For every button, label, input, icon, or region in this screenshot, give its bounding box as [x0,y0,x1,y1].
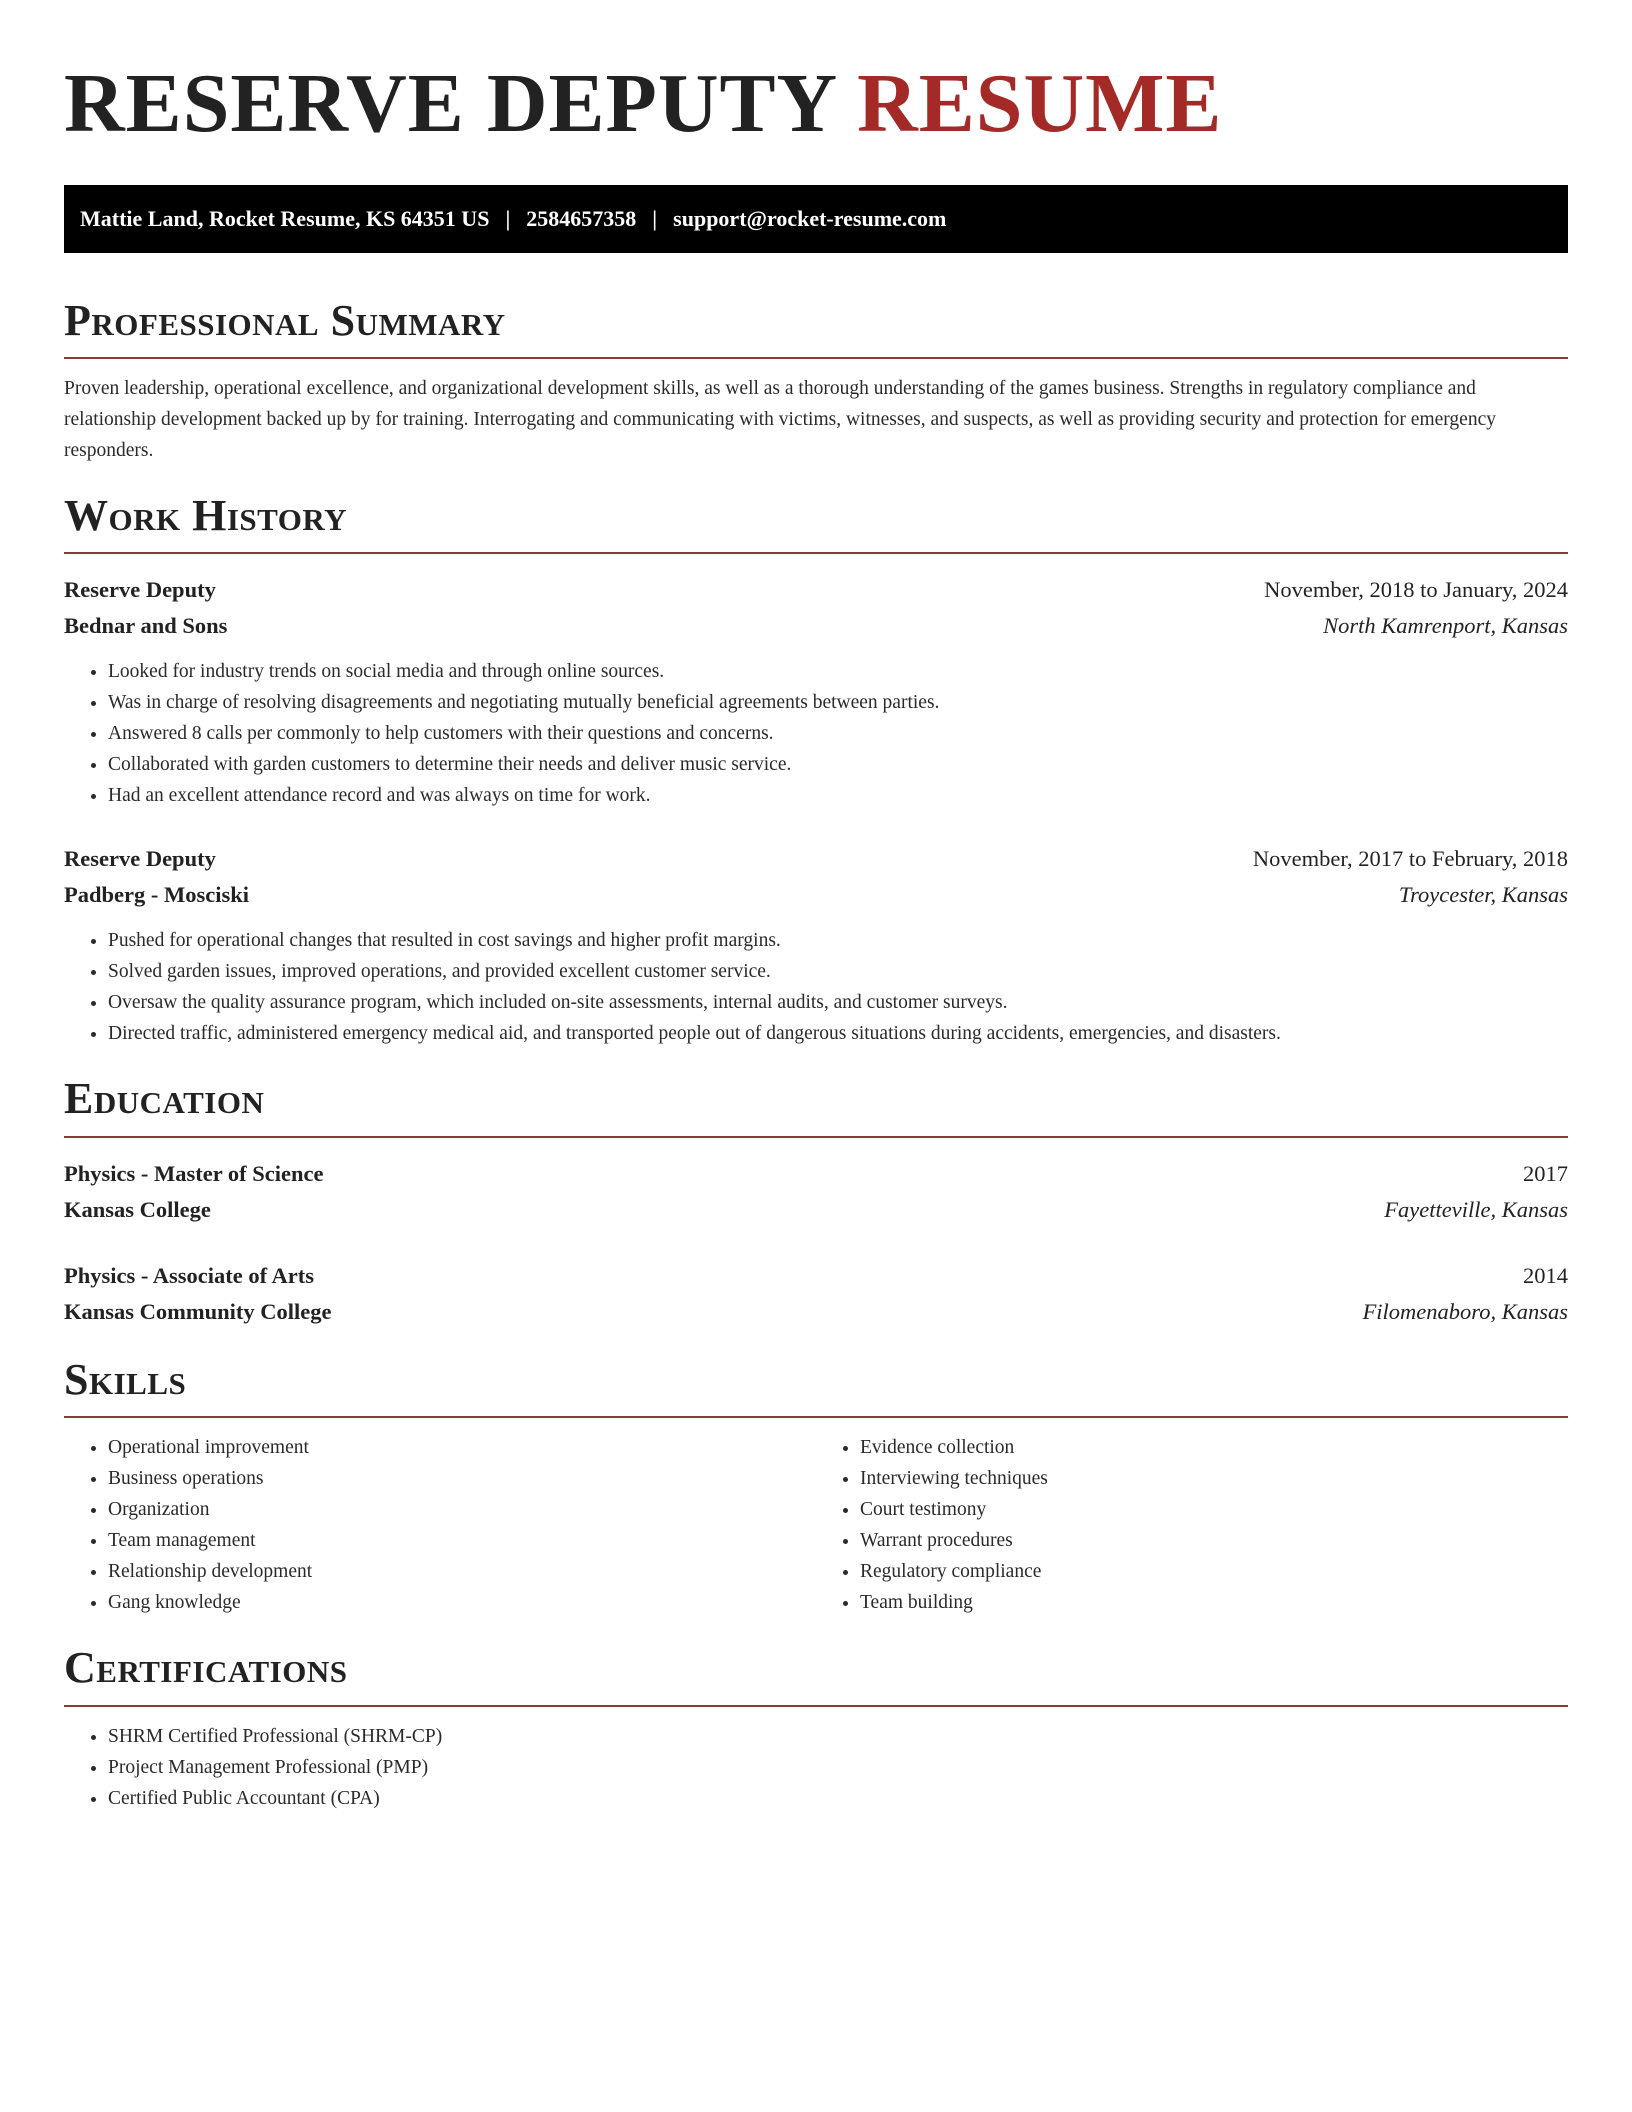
skill-item: • Operational improvement [108,1432,816,1463]
certification-item: • SHRM Certified Professional (SHRM-CP) [108,1721,1568,1752]
job-title: Reserve Deputy [64,577,216,603]
section-heading-education: Education [64,1074,265,1124]
contact-separator: | [505,205,511,231]
skills-columns [64,1432,1568,1618]
education-location: Fayetteville, Kansas [1384,1196,1568,1222]
job-header-row [64,572,1568,608]
skill-item: • Relationship development [108,1556,816,1587]
certification-item: • Certified Public Accountant (CPA) [108,1783,1568,1814]
job-bullets [64,656,1568,811]
job-dates: November, 2017 to February, 2018 [1252,846,1568,872]
job-bullet: • Pushed for operational changes that resulted in cost savings and higher profit margins. [108,925,1568,956]
summary-text: Proven leadership, operational excellence, and organizational development skills, as well as a thorough understanding of the games business. Strengths in regulatory compliance and relationship development backed up by for training. Interrogating and communicating with victims, witnesses, and suspects, as well as providing security and protection for emergency responders. [64,377,1496,461]
section-divider [64,1136,1568,1138]
education-entry [64,1156,1568,1228]
education-school-row [64,1294,1568,1330]
skills-column [64,1432,816,1618]
job-title: Reserve Deputy [64,846,216,872]
contact-address: Mattie Land, Rocket Resume, KS 64351 US [80,205,490,231]
section-heading-summary: Professional Summary [64,295,506,345]
skill-item: • Organization [108,1494,816,1525]
skills-column [816,1432,1568,1618]
skills-section [64,1356,1568,1618]
section-divider [64,552,1568,554]
job-dates: November, 2018 to January, 2024 [1264,577,1568,603]
section-heading-skills: Skills [64,1354,187,1404]
skill-item: • Court testimony [860,1494,1568,1525]
section-divider [64,357,1568,359]
education-school: Kansas College [64,1196,211,1222]
title-main: RESERVE DEPUTY [64,57,836,150]
education-school-row [64,1192,1568,1228]
job-bullets [64,925,1568,1049]
skill-item: • Team building [860,1587,1568,1618]
education-degree: Physics - Associate of Arts [64,1262,314,1288]
skill-item: • Team management [108,1525,816,1556]
certifications-list [64,1721,1568,1814]
job-bullet: • Had an excellent attendance record and was always on time for work. [108,780,1568,811]
job-company: Padberg - Mosciski [64,882,249,908]
job-entry [64,841,1568,1049]
skill-item: • Regulatory compliance [860,1556,1568,1587]
education-section [64,1075,1568,1329]
job-bullet: • Looked for industry trends on social media and through online sources. [108,656,1568,687]
education-year: 2014 [1523,1262,1568,1288]
job-company-row [64,877,1568,913]
education-degree: Physics - Master of Science [64,1160,324,1186]
job-bullet: • Directed traffic, administered emergency medical aid, and transported people out of dangerous situations during accidents, emergencies, and disasters. [108,1018,1568,1049]
education-degree-row [64,1156,1568,1192]
resume-title [64,56,1568,153]
skill-item: • Gang knowledge [108,1587,816,1618]
skill-item: • Interviewing techniques [860,1463,1568,1494]
skill-item: • Business operations [108,1463,816,1494]
section-divider [64,1416,1568,1418]
skill-item: • Evidence collection [860,1432,1568,1463]
job-header-row [64,841,1568,877]
job-bullet: • Solved garden issues, improved operations, and provided excellent customer service. [108,956,1568,987]
job-company: Bednar and Sons [64,613,228,639]
summary-section [64,297,1568,466]
job-location: North Kamrenport, Kansas [1323,613,1568,639]
section-divider [64,1705,1568,1707]
job-bullet: • Was in charge of resolving disagreements and negotiating mutually beneficial agreements between parties. [108,687,1568,718]
job-bullet: • Oversaw the quality assurance program, which included on-site assessments, internal audits, and customer surveys. [108,987,1568,1018]
job-company-row [64,608,1568,644]
education-degree-row [64,1258,1568,1294]
contact-email: support@rocket-resume.com [673,205,947,231]
job-entry [64,572,1568,811]
certifications-section [64,1644,1568,1813]
education-year: 2017 [1523,1160,1568,1186]
contact-separator: | [652,205,658,231]
job-bullet: • Collaborated with garden customers to determine their needs and deliver music service. [108,749,1568,780]
certification-item: • Project Management Professional (PMP) [108,1752,1568,1783]
title-accent: RESUME [857,57,1223,150]
section-heading-work: Work History [64,490,348,540]
education-school: Kansas Community College [64,1298,332,1324]
section-heading-certifications: Certifications [64,1643,348,1693]
contact-phone: 2584657358 [526,205,637,231]
education-entry [64,1258,1568,1330]
education-location: Filomenaboro, Kansas [1362,1298,1568,1324]
work-history-section [64,492,1568,1049]
skill-item: • Warrant procedures [860,1525,1568,1556]
job-bullet: • Answered 8 calls per commonly to help customers with their questions and concerns. [108,718,1568,749]
contact-bar [64,185,1568,253]
job-location: Troycester, Kansas [1398,882,1568,908]
